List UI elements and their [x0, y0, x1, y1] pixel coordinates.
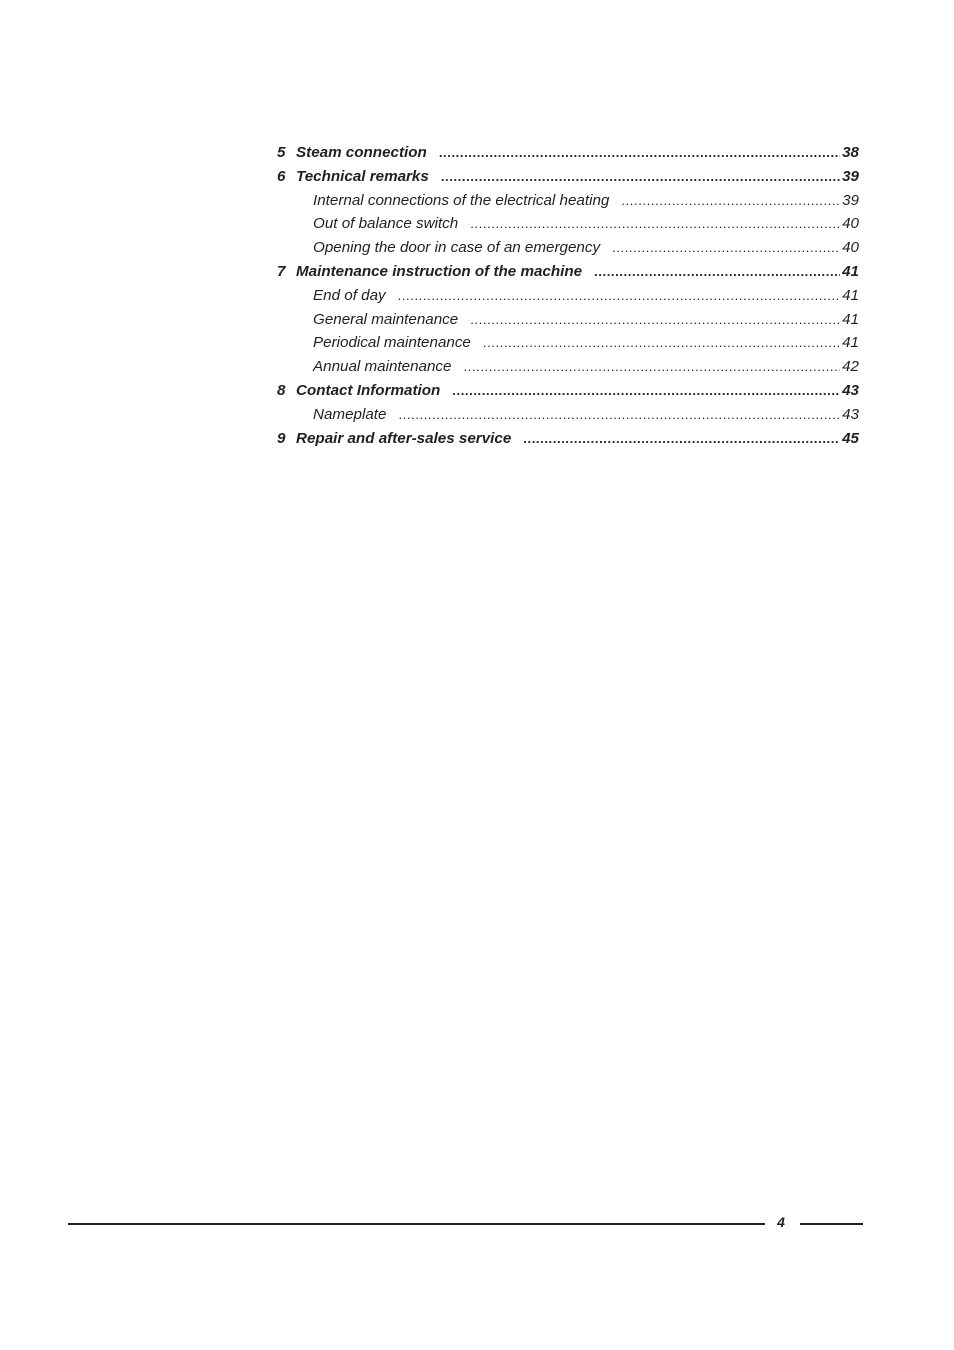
dot-leader [470, 312, 840, 327]
entry-title: Steam connection [296, 144, 427, 161]
entry-page-number: 43 [842, 405, 859, 423]
entry-page-number: 41 [842, 310, 859, 328]
entry-title: Contact Information [296, 381, 441, 399]
dot-leader [398, 288, 840, 303]
entry-page-number: 45 [842, 429, 859, 447]
entry-page-number: 41 [842, 334, 859, 352]
chapter-number: 9 [277, 429, 286, 447]
entry-page-number: 40 [842, 215, 859, 233]
dot-leader [523, 431, 840, 446]
entry-title: General maintenance [313, 310, 459, 328]
toc-entry-section[interactable] [277, 287, 859, 311]
entry-page-number: 42 [842, 358, 859, 376]
dot-leader [463, 359, 840, 374]
toc-entry-chapter-5[interactable] [277, 144, 859, 168]
footer-rule-right [800, 1223, 863, 1225]
entry-title: Out of balance switch [313, 215, 459, 233]
entry-title: Opening the door in case of an emergency [313, 239, 601, 257]
toc-entry-section[interactable] [277, 358, 859, 382]
entry-title: Technical remarks [296, 167, 429, 185]
chapter-number: 6 [277, 167, 286, 185]
dot-leader [398, 407, 840, 422]
toc-entry-chapter-7[interactable] [277, 263, 859, 287]
toc-entry-chapter-8[interactable] [277, 382, 859, 406]
dot-leader [439, 145, 840, 160]
chapter-number: 5 [277, 144, 286, 161]
entry-page-number: 43 [842, 381, 859, 399]
toc-entry-chapter-6[interactable] [277, 168, 859, 192]
table-of-contents [277, 144, 859, 453]
entry-title: Repair and after-sales service [296, 429, 512, 447]
entry-title: Maintenance instruction of the machine [296, 262, 583, 280]
entry-page-number: 39 [842, 191, 859, 209]
entry-page-number: 38 [842, 144, 859, 161]
entry-page-number: 41 [842, 262, 859, 280]
toc-entry-section[interactable] [277, 406, 859, 430]
dot-leader [441, 169, 840, 184]
toc-entry-section[interactable] [277, 239, 859, 263]
dot-leader [621, 193, 840, 208]
footer-rule-left [68, 1223, 765, 1225]
dot-leader [452, 383, 840, 398]
entry-title: End of day [313, 286, 386, 304]
entry-page-number: 41 [842, 286, 859, 304]
toc-entry-section[interactable] [277, 334, 859, 358]
chapter-number: 7 [277, 262, 286, 280]
toc-entry-section[interactable] [277, 311, 859, 335]
entry-page-number: 39 [842, 167, 859, 185]
toc-entry-chapter-9[interactable] [277, 430, 859, 454]
dot-leader [594, 264, 840, 279]
entry-title: Nameplate [313, 405, 387, 423]
toc-entry-section[interactable] [277, 215, 859, 239]
dot-leader [470, 216, 840, 231]
entry-title: Annual maintenance [313, 358, 452, 376]
dot-leader [612, 240, 840, 255]
chapter-number: 8 [277, 381, 286, 399]
entry-page-number: 40 [842, 239, 859, 257]
footer-page-number: 4 [777, 1214, 785, 1230]
dot-leader [483, 335, 840, 350]
entry-title: Periodical maintenance [313, 334, 471, 352]
toc-entry-section[interactable] [277, 192, 859, 216]
entry-title: Internal connections of the electrical heating [313, 191, 610, 209]
